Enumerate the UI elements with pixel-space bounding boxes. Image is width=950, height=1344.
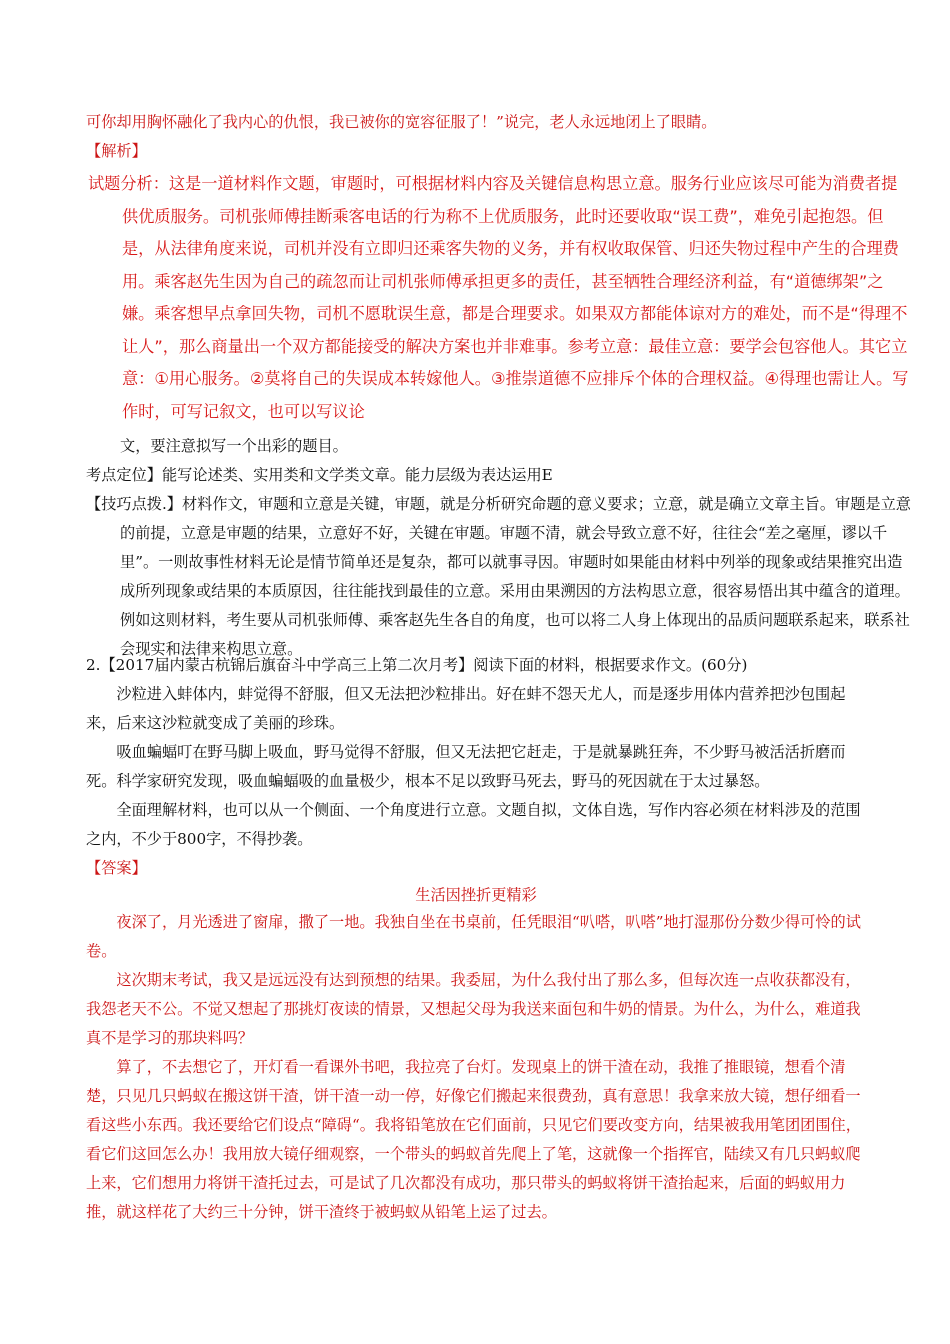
material-paragraph-2: 吸血蝙蝠叮在野马脚上吸血，野马觉得不舒服，但又无法把它赶走，于是就暴跳狂奔，不少野马被活活折磨而死。科学家研究发现，吸血蝙蝠吸的血量极少，根本不足以致野马死去，野马的死因就在于太过暴怒。 bbox=[86, 743, 846, 790]
analysis-heading: 【解析】 bbox=[86, 142, 147, 160]
answer-heading: 【答案】 bbox=[86, 859, 147, 877]
exam-point: 考点定位】能写论述类、实用类和文学类文章。能力层级为表达运用E bbox=[86, 466, 553, 484]
analysis-paragraph: 试题分析：这是一道材料作文题，审题时，可根据材料内容及关键信息构思立意。服务行业应该尽可能为消费者提供优质服务。司机张师傅挂断乘客电话的行为称不上优质服务，此时还要收取“误工费”，难免引起抱怨。但是，从法律角度来说，司机并没有立即归还乘客失物的义务，并有权收取保管、归还失物过程中产生的合理费用。乘客赵先生因为自己的疏忽而让司机张师傅承担更多的责任，甚至牺牲合理经济利益，有“道德绑架”之嫌。乘客想早点拿回失物，司机不愿耽误生意，都是合理要求。如果双方都能体谅对方的难处，而不是“得理不让人”，那么商量出一个双方都能接受的解决方案也并非难事。参考立意：最佳立意：要学会包容他人。其它立意：①用心服务。②莫将自己的失误成本转嫁他人。③推崇道德不应排斥个体的合理权益。④得理也需让人。写作时，可写记叙文，也可以写议论 bbox=[88, 174, 909, 421]
skill-tips: 【技巧点拨.】材料作文，审题和立意是关键，审题，就是分析研究命题的意义要求；立意，就是确立文章主旨。审题是立意的前提，立意是审题的结果，立意好不好，关键在审题。审题不清，就会导致立意不好，往往会“差之毫厘，谬以千里”。一则故事性材料无论是情节简单还是复杂，都可以就事寻因。审题时如果能由材料中列举的现象或结果推究出造成所列现象或结果的本质原因，往往能找到最佳的立意。采用由果溯因的方法构思立意，很容易悟出其中蕴含的道理。例如这则材料，考生要从司机张师傅、乘客赵先生各自的角度，也可以将二人身上体现出的品质问题联系起来，联系社会现实和法律来构思立意。 bbox=[86, 495, 911, 658]
essay-title: 生活因挫折更精彩 bbox=[415, 886, 537, 904]
essay-closing-line: 可你却用胸怀融化了我内心的仇恨，我已被你的宽容征服了！”说完，老人永远地闭上了眼睛。 bbox=[86, 113, 717, 131]
material-paragraph-1: 沙粒进入蚌体内，蚌觉得不舒服，但又无法把沙粒排出。好在蚌不怨天尤人，而是逐步用体内营养把沙包围起来，后来这沙粒就变成了美丽的珍珠。 bbox=[86, 685, 846, 732]
essay-paragraph-2: 这次期末考试，我又是远远没有达到预想的结果。我委屈，为什么我付出了那么多，但每次连一点收获都没有，我怨老天不公。不觉又想起了那挑灯夜读的情景，又想起父母为我送来面包和牛奶的情景。为什么，为什么，难道我真不是学习的那块料吗？ bbox=[86, 971, 861, 1047]
question-2-title: 2.【2017届内蒙古杭锦后旗奋斗中学高三上第二次月考】阅读下面的材料，根据要求作文。(60分) bbox=[86, 656, 748, 674]
essay-paragraph-3: 算了，不去想它了，开灯看一看课外书吧，我拉亮了台灯。发现桌上的饼干渣在动，我推了推眼镜，想看个清楚，只见几只蚂蚁在搬这饼干渣，饼干渣一动一停，好像它们搬起来很费劲，真有意思！我拿来放大镜，想仔细看一看这些小东西。我还要给它们设点“障碍“。我将铅笔放在它们面前，只见它们要改变方向，结果被我用笔团团围住，看它们这回怎么办！我用放大镜仔细观察，一个带头的蚂蚁首先爬上了笔，这就像一个指挥官，陆续又有几只蚂蚁爬上来，它们想用力将饼干渣托过去，可是试了几次都没有成功，那只带头的蚂蚁将饼干渣抬起来，后面的蚂蚁用力推，就这样花了大约三十分钟，饼干渣终于被蚂蚁从铅笔上运了过去。 bbox=[86, 1058, 861, 1221]
analysis-last-line: 文，要注意拟写一个出彩的题目。 bbox=[120, 437, 348, 455]
essay-paragraph-1: 夜深了，月光透进了窗扉，撒了一地。我独自坐在书桌前，任凭眼泪“叭嗒，叭嗒”地打湿那份分数少得可怜的试卷。 bbox=[86, 913, 861, 960]
requirements-paragraph: 全面理解材料，也可以从一个侧面、一个角度进行立意。文题自拟，文体自选，写作内容必须在材料涉及的范围之内，不少于800字，不得抄袭。 bbox=[86, 801, 861, 848]
